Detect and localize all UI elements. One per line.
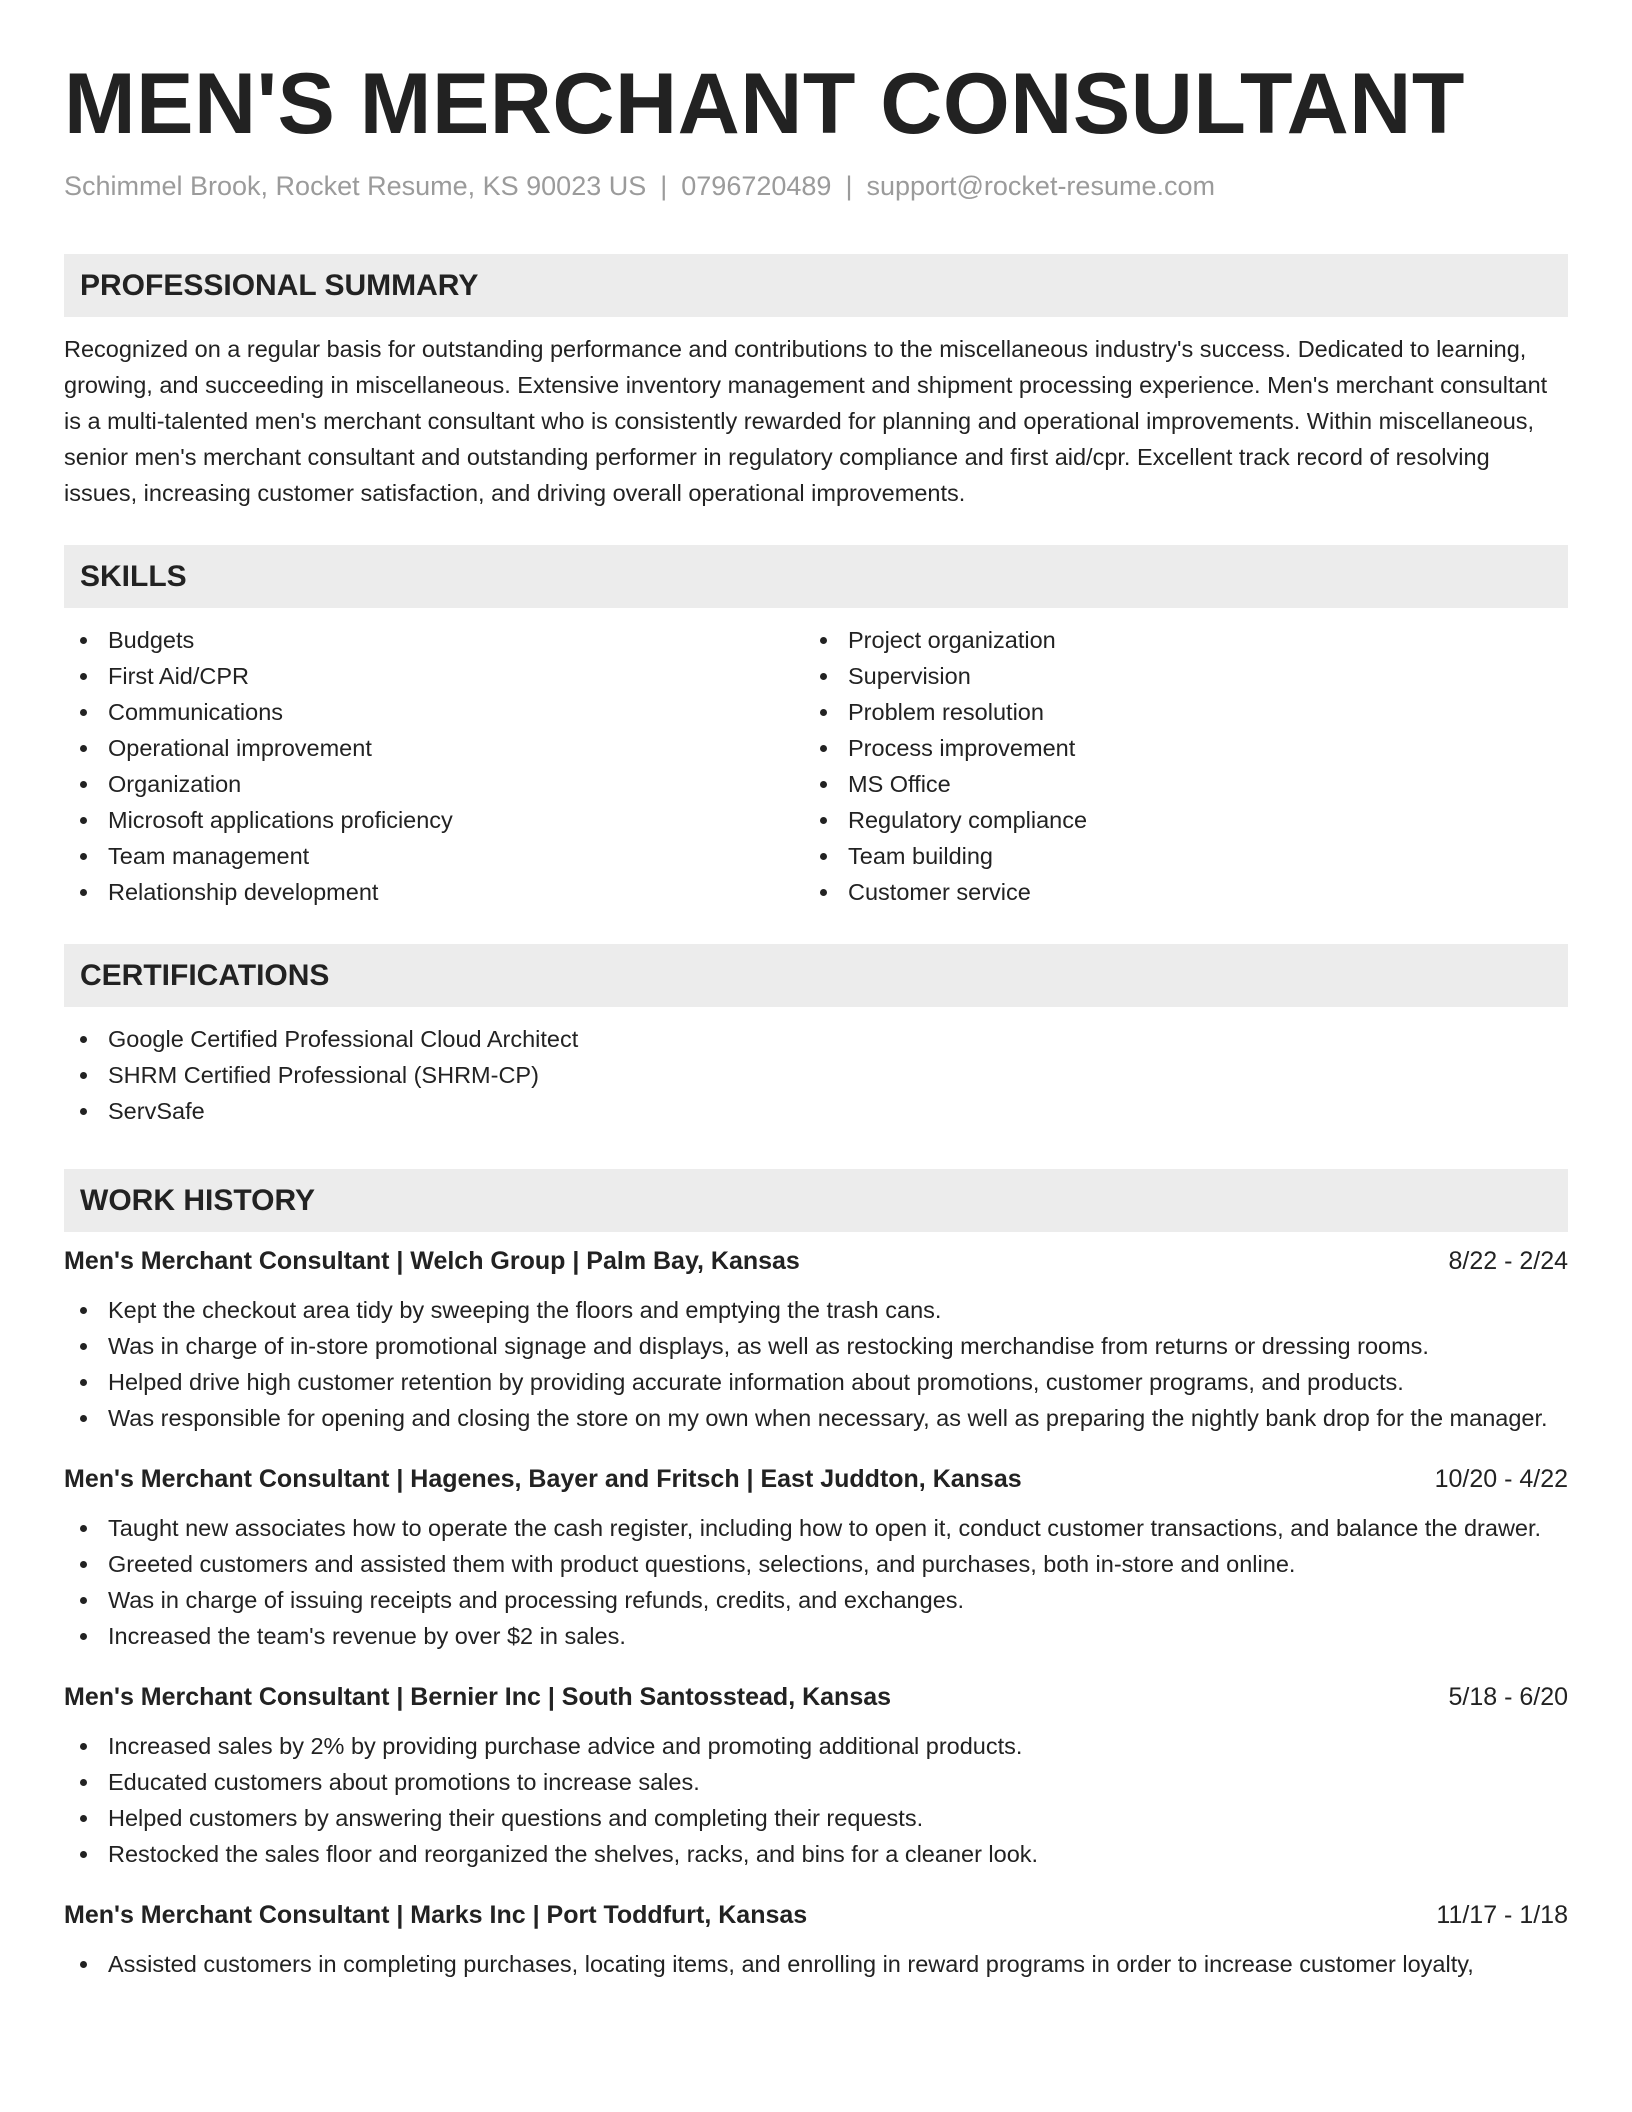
job-dates: 5/18 - 6/20 (1448, 1683, 1568, 1711)
summary-text: Recognized on a regular basis for outstanding performance and contributions to the miscellaneous industry's success. Dedicated to learning, growing, and succeeding in miscellaneous. Extensive inventory management and shipment processing experience. Men's merchant consultant is a multi-talented men's merchant consultant who is consistently rewarded for planning and operational improvements. Within miscellaneous, senior men's merchant consultant and outstanding performer in regulatory compliance and first aid/cpr. Excellent track record of resolving issues, increasing customer satisfaction, and driving overall operational improvements. (64, 336, 1548, 506)
job-bullet: Increased sales by 2% by providing purchase advice and promoting additional products. (64, 1728, 1568, 1764)
job-dates: 8/22 - 2/24 (1448, 1247, 1568, 1275)
skill-item: Budgets (64, 622, 804, 658)
job-dates: 10/20 - 4/22 (1434, 1465, 1568, 1493)
skill-item: Project organization (804, 622, 1544, 658)
job-bullet: Restocked the sales floor and reorganized the shelves, racks, and bins for a cleaner look. (64, 1836, 1568, 1872)
contact-separator: | (660, 171, 668, 201)
certification-item: ServSafe (64, 1093, 1568, 1129)
job-header (64, 1680, 1568, 1714)
contact-separator: | (845, 171, 853, 201)
job-bullet: Assisted customers in completing purchases, locating items, and enrolling in reward programs in order to increase customer loyalty, (64, 1946, 1568, 1982)
job-bullet: Helped drive high customer retention by providing accurate information about promotions, customer programs, and products. (64, 1364, 1568, 1400)
job-bullets (64, 1510, 1568, 1654)
certifications-section (64, 944, 1568, 1129)
skill-item: Operational improvement (64, 730, 804, 766)
job-entry (64, 1680, 1568, 1872)
certifications-list (64, 1021, 1568, 1129)
job-bullets (64, 1292, 1568, 1436)
job-entry (64, 1462, 1568, 1654)
skill-item: Relationship development (64, 874, 804, 910)
job-bullet: Greeted customers and assisted them with product questions, selections, and purchases, both in-store and online. (64, 1546, 1568, 1582)
contact-address: Schimmel Brook, Rocket Resume, KS 90023 US (64, 171, 647, 201)
certifications-heading: CERTIFICATIONS (64, 944, 1568, 1007)
skills-section (64, 545, 1568, 910)
certification-item: SHRM Certified Professional (SHRM-CP) (64, 1057, 1568, 1093)
job-entry (64, 1244, 1568, 1436)
skills-column-left (64, 622, 804, 910)
skills-column-right (804, 622, 1544, 910)
skill-item: Team management (64, 838, 804, 874)
job-bullet: Was in charge of in-store promotional signage and displays, as well as restocking merchandise from returns or dressing rooms. (64, 1328, 1568, 1364)
certification-item: Google Certified Professional Cloud Architect (64, 1021, 1568, 1057)
work-history-jobs (64, 1244, 1568, 1982)
job-bullets (64, 1946, 1568, 1982)
contact-email: support@rocket-resume.com (866, 171, 1215, 201)
job-header (64, 1244, 1568, 1278)
job-title: Men's Merchant Consultant | Welch Group | Palm Bay, Kansas (64, 1247, 800, 1275)
job-title: Men's Merchant Consultant | Bernier Inc | South Santosstead, Kansas (64, 1683, 892, 1711)
job-bullet: Was in charge of issuing receipts and processing refunds, credits, and exchanges. (64, 1582, 1568, 1618)
skill-item: Regulatory compliance (804, 802, 1544, 838)
job-bullet: Was responsible for opening and closing the store on my own when necessary, as well as preparing the nightly bank drop for the manager. (64, 1400, 1568, 1436)
summary-heading: PROFESSIONAL SUMMARY (64, 254, 1568, 317)
job-bullet: Educated customers about promotions to increase sales. (64, 1764, 1568, 1800)
skill-item: Problem resolution (804, 694, 1544, 730)
contact-phone: 0796720489 (681, 171, 832, 201)
job-bullet: Kept the checkout area tidy by sweeping the floors and emptying the trash cans. (64, 1292, 1568, 1328)
skill-item: Microsoft applications proficiency (64, 802, 804, 838)
work-history-heading: WORK HISTORY (64, 1169, 1568, 1232)
job-bullet: Increased the team's revenue by over $2 in sales. (64, 1618, 1568, 1654)
job-bullet: Helped customers by answering their questions and completing their requests. (64, 1800, 1568, 1836)
job-entry (64, 1898, 1568, 1982)
skill-item: First Aid/CPR (64, 658, 804, 694)
contact-line (64, 170, 1568, 202)
resume-name: MEN'S MERCHANT CONSULTANT (64, 56, 1465, 152)
job-header (64, 1898, 1568, 1932)
skill-item: Communications (64, 694, 804, 730)
skills-grid (64, 622, 1568, 910)
job-bullets (64, 1728, 1568, 1872)
skill-item: Supervision (804, 658, 1544, 694)
job-bullet: Taught new associates how to operate the cash register, including how to open it, conduct customer transactions, and balance the drawer. (64, 1510, 1568, 1546)
summary-section (64, 254, 1568, 511)
skill-item: Organization (64, 766, 804, 802)
job-header (64, 1462, 1568, 1496)
skills-heading: SKILLS (64, 545, 1568, 608)
work-history-section (64, 1169, 1568, 1982)
job-dates: 11/17 - 1/18 (1436, 1901, 1568, 1929)
skill-item: MS Office (804, 766, 1544, 802)
skill-item: Team building (804, 838, 1544, 874)
job-title: Men's Merchant Consultant | Marks Inc | Port Toddfurt, Kansas (64, 1901, 808, 1929)
skill-item: Customer service (804, 874, 1544, 910)
job-title: Men's Merchant Consultant | Hagenes, Bayer and Fritsch | East Juddton, Kansas (64, 1465, 1022, 1493)
skill-item: Process improvement (804, 730, 1544, 766)
